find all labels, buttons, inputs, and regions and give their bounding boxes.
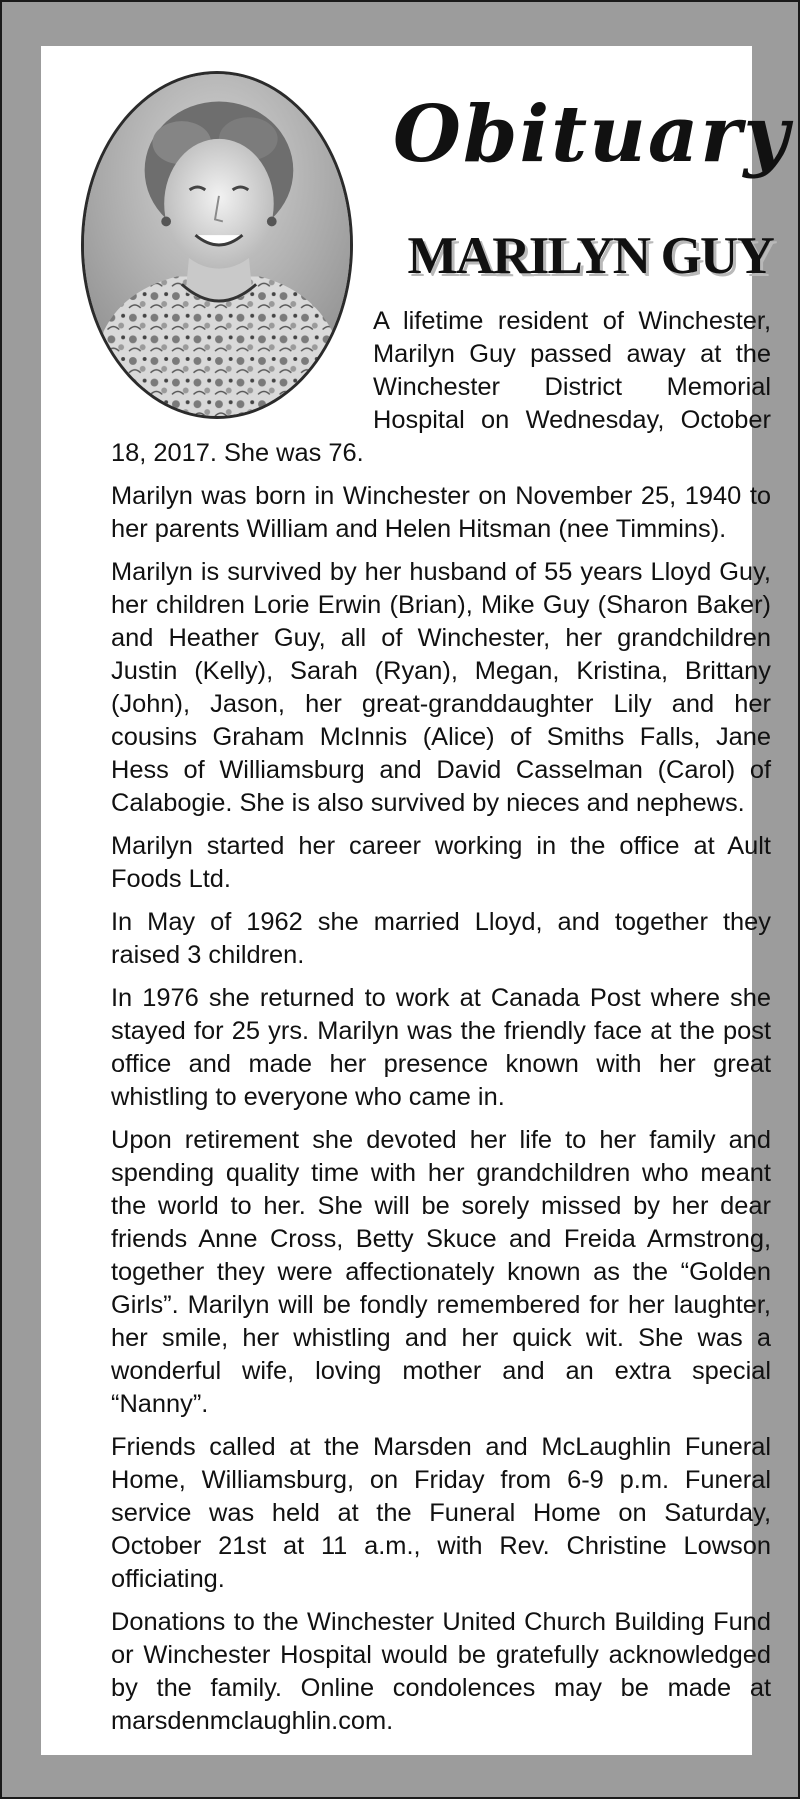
photo-wrap-spacer xyxy=(111,305,373,433)
paragraph-retirement: Upon retirement she devoted her life to her family and spending quality time with her grandchildren who meant the world to her. She will be sorely missed by her dear friends Anne Cross, Betty Skuce and Freida Armstrong, together they were affectionately known as the “Golden Girls”. Marilyn will be fondly remembered for her laughter, her smile, her whistling and her quick wit. She was a wonderful wife, loving mother and an extra special “Nanny”. xyxy=(111,1126,771,1418)
deceased-name: MARILYN GUY xyxy=(407,227,773,285)
paragraph-donations: Donations to the Winchester United Church Building Fund or Winchester Hospital would be gratefully acknowledged by the family. Online condolences may be made at marsdenmclaughlin.com. xyxy=(111,1608,771,1735)
obituary-card xyxy=(41,46,791,1755)
paragraph-marriage: In May of 1962 she married Lloyd, and together they raised 3 children. xyxy=(111,908,771,969)
obituary-body xyxy=(111,305,771,1748)
paragraph-death-notice: A lifetime resident of Winchester, Marilyn Guy passed away at the Winchester District Memorial Hospital on Wednesday, October 18, 2017. She was 76. xyxy=(111,307,771,467)
paragraph-career: Marilyn started her career working in the office at Ault Foods Ltd. xyxy=(111,832,771,893)
obituary-heading: Obituary xyxy=(393,89,791,180)
paragraph-canada-post: In 1976 she returned to work at Canada Post where she stayed for 25 yrs. Marilyn was the friendly face at the post office and made her presence known with her great whistling to everyone who came in. xyxy=(111,984,771,1111)
paragraph-funeral: Friends called at the Marsden and McLaughlin Funeral Home, Williamsburg, on Friday from 6-9 p.m. Funeral service was held at the Funeral Home on Saturday, October 21st at 11 a.m., with Rev. Christine Lowson officiating. xyxy=(111,1433,771,1593)
paragraph-birth: Marilyn was born in Winchester on November 25, 1940 to her parents William and Helen Hitsman (nee Timmins). xyxy=(111,482,771,543)
paragraph-survivors: Marilyn is survived by her husband of 55 years Lloyd Guy, her children Lorie Erwin (Brian), Mike Guy (Sharon Baker) and Heather Guy, all of Winchester, her grandchildren Justin (Kelly), Sarah (Ryan), Megan, Kristina, Brittany (John), Jason, her great-granddaughter Lily and her cousins Graham McInnis (Alice) of Smiths Falls, Jane Hess of Williamsburg and David Casselman (Carol) of Calabogie. She is also survived by nieces and nephews. xyxy=(111,558,771,817)
